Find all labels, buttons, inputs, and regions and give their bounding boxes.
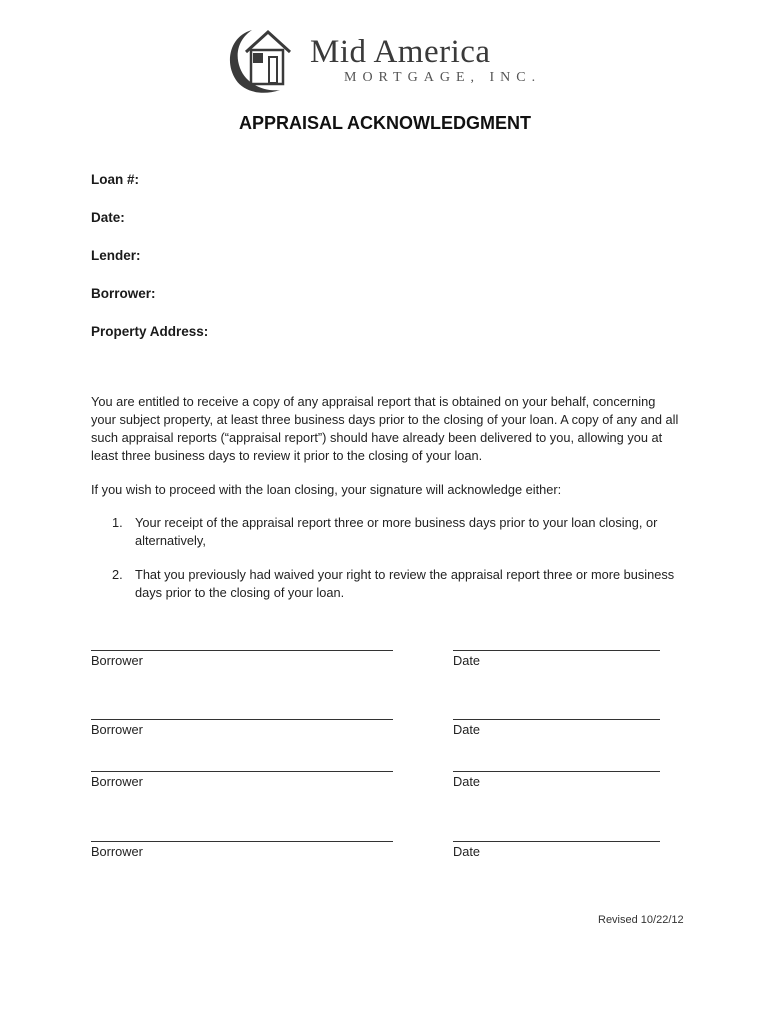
field-date: Date: bbox=[91, 210, 125, 225]
house-swoosh-icon bbox=[222, 22, 302, 100]
borrower-signature-line[interactable] bbox=[91, 650, 393, 651]
date-label: Date bbox=[453, 844, 481, 859]
date-label: Date bbox=[453, 774, 481, 789]
date-signature-line[interactable] bbox=[453, 841, 660, 842]
list-line: days prior to the closing of your loan. bbox=[135, 585, 345, 600]
borrower-label: Borrower bbox=[91, 844, 143, 859]
list-number: 1. bbox=[112, 515, 123, 530]
list-text bbox=[135, 514, 692, 550]
paragraph-line: such appraisal reports (“appraisal report”) should have already been delivered to you, allowing you at bbox=[91, 430, 663, 445]
field-borrower: Borrower: bbox=[91, 286, 156, 301]
list-text bbox=[135, 566, 692, 602]
list-line: That you previously had waived your right to review the appraisal report three or more business bbox=[135, 567, 675, 582]
paragraph-line: your subject property, at least three business days prior to the closing of your loan. A copy of any and all bbox=[91, 412, 679, 427]
date-signature-line[interactable] bbox=[453, 771, 660, 772]
date-signature-line[interactable] bbox=[453, 719, 660, 720]
field-lender: Lender: bbox=[91, 248, 141, 263]
revision-date: Revised 10/22/12 bbox=[598, 914, 684, 926]
borrower-signature-line[interactable] bbox=[91, 841, 393, 842]
field-property-address: Property Address: bbox=[91, 324, 209, 339]
list-item bbox=[112, 566, 692, 602]
borrower-signature-line[interactable] bbox=[91, 719, 393, 720]
disclosure-paragraph bbox=[91, 393, 691, 465]
borrower-label: Borrower bbox=[91, 722, 143, 737]
list-line: alternatively, bbox=[135, 533, 206, 548]
company-logo bbox=[222, 22, 542, 100]
field-loan: Loan #: bbox=[91, 172, 140, 187]
acknowledge-paragraph: If you wish to proceed with the loan closing, your signature will acknowledge either: bbox=[91, 482, 562, 497]
date-label: Date bbox=[453, 653, 481, 668]
borrower-label: Borrower bbox=[91, 774, 143, 789]
list-item bbox=[112, 514, 692, 550]
paragraph-line: least three business days to review it prior to the closing of your loan. bbox=[91, 448, 483, 463]
logo-subtitle: MORTGAGE, INC. bbox=[344, 70, 542, 85]
borrower-signature-line[interactable] bbox=[91, 771, 393, 772]
paragraph-line: You are entitled to receive a copy of any appraisal report that is obtained on your behalf, concerning bbox=[91, 394, 656, 409]
list-number: 2. bbox=[112, 567, 123, 582]
logo-wordmark: Mid America bbox=[310, 34, 491, 70]
date-signature-line[interactable] bbox=[453, 650, 660, 651]
document-title: APPRAISAL ACKNOWLEDGMENT bbox=[239, 113, 531, 133]
borrower-label: Borrower bbox=[91, 653, 143, 668]
list-line: Your receipt of the appraisal report three or more business days prior to your loan closing, or bbox=[135, 515, 658, 530]
date-label: Date bbox=[453, 722, 481, 737]
